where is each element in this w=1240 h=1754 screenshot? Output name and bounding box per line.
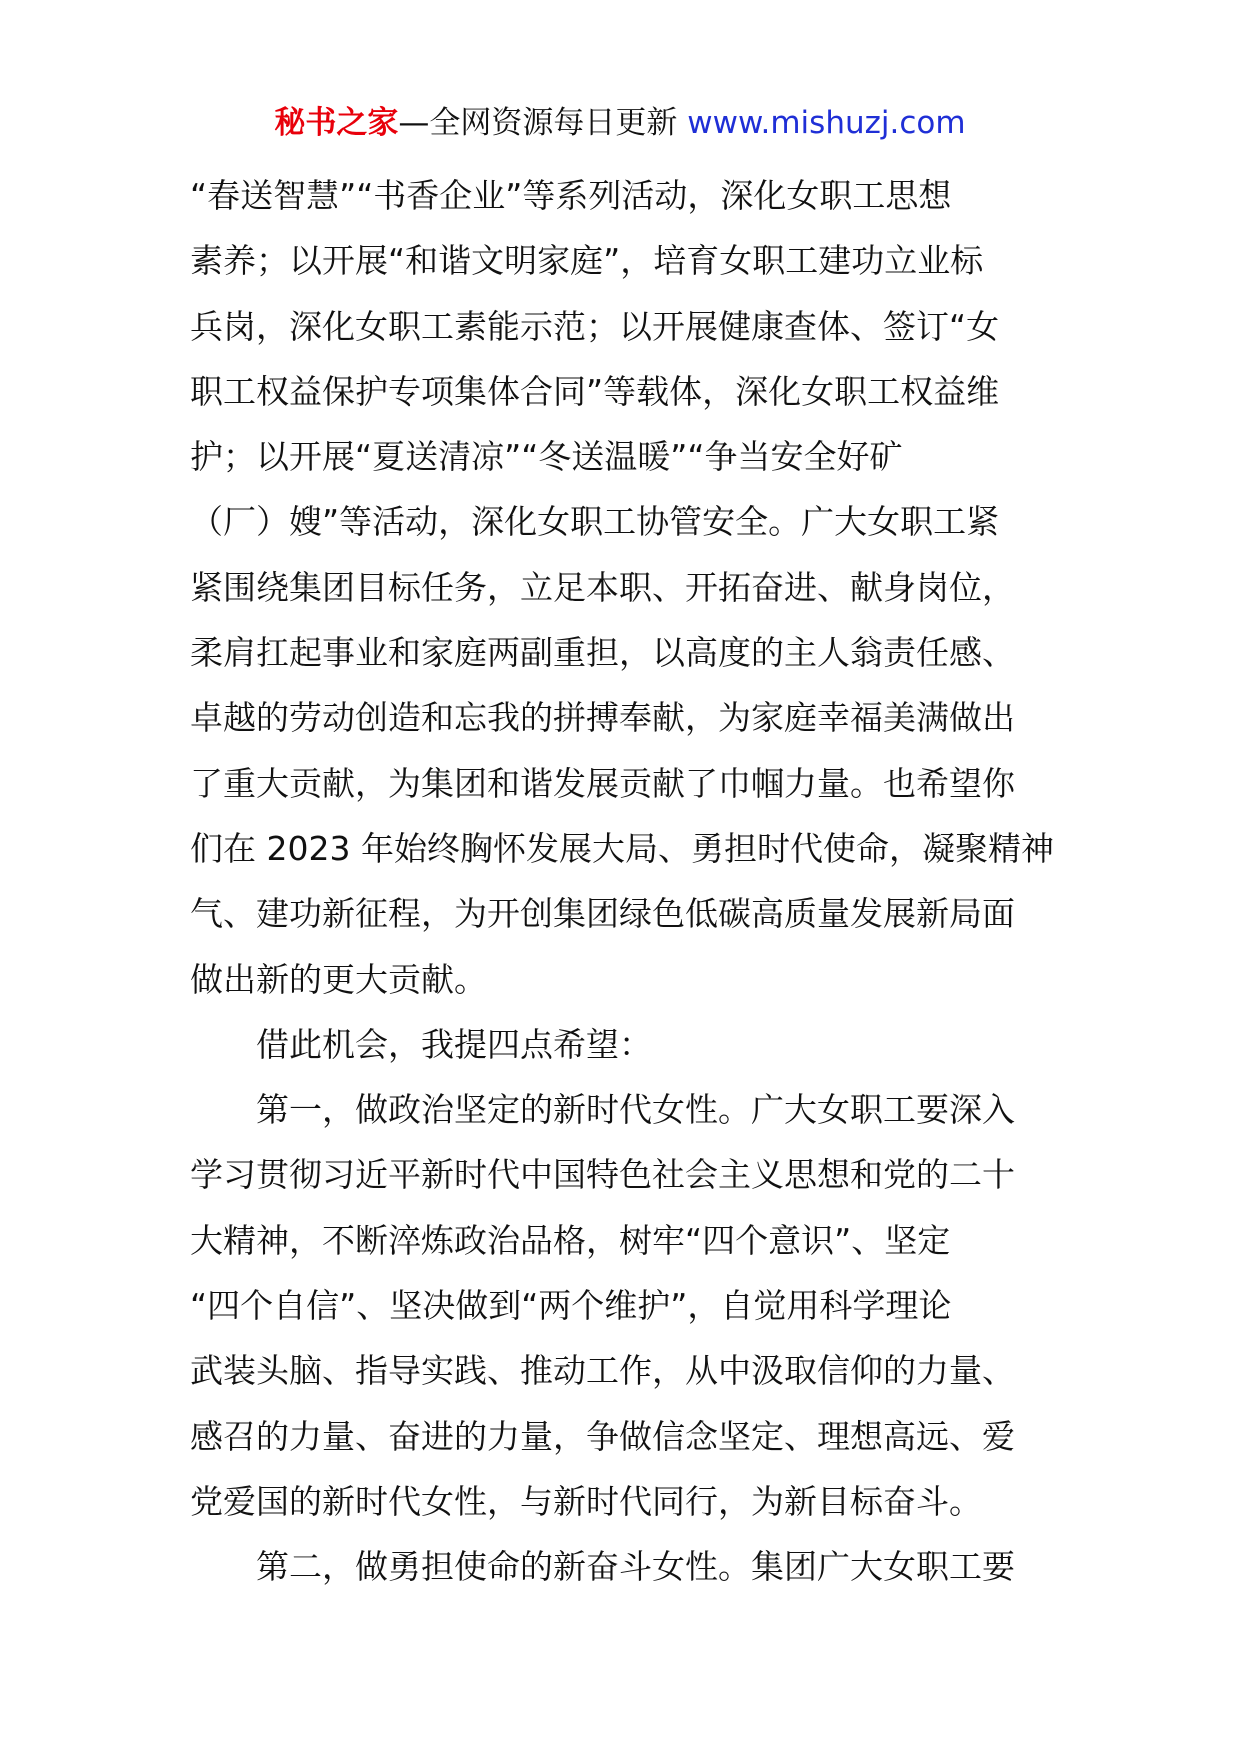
text-line: 卓越的劳动创造和忘我的拼搏奉献，为家庭幸福美满做出 <box>190 698 1015 738</box>
site-url-link[interactable]: www.mishuzj.com <box>687 105 966 141</box>
text-line: 素养；以开展“和谐文明家庭”，培育女职工建功立业标 <box>190 241 984 281</box>
site-banner <box>0 103 1240 143</box>
text-line: 兵岗，深化女职工素能示范；以开展健康查体、签订“女 <box>190 306 1000 346</box>
paragraph-start-line: 借此机会，我提四点希望： <box>256 1024 652 1064</box>
text-line: 气、建功新征程，为开创集团绿色低碳高质量发展新局面 <box>190 894 1015 934</box>
text-line: 们在 2023 年始终胸怀发展大局、勇担时代使命，凝聚精神 <box>190 828 1054 868</box>
document-body <box>190 163 1070 1600</box>
brand-name: 秘书之家 <box>274 105 399 141</box>
text-line: 做出新的更大贡献。 <box>190 959 487 999</box>
text-line: 柔肩扛起事业和家庭两副重担，以高度的主人翁责任感、 <box>190 633 1015 673</box>
text-line: 紧围绕集团目标任务，立足本职、开拓奋进、献身岗位， <box>190 567 1015 607</box>
text-line: 武装头脑、指导实践、推动工作，从中汲取信仰的力量、 <box>190 1351 1015 1391</box>
text-line: “四个自信”、坚决做到“两个维护”，自觉用科学理论 <box>190 1286 952 1326</box>
paragraph-start-line: 第二，做勇担使命的新奋斗女性。集团广大女职工要 <box>256 1547 1015 1587</box>
text-line: 大精神，不断淬炼政治品格，树牢“四个意识”、坚定 <box>190 1220 951 1260</box>
text-line: 党爱国的新时代女性，与新时代同行，为新目标奋斗。 <box>190 1481 982 1521</box>
text-line: 学习贯彻习近平新时代中国特色社会主义思想和党的二十 <box>190 1155 1015 1195</box>
text-line: 职工权益保护专项集体合同”等载体，深化女职工权益维 <box>190 371 1000 411</box>
paragraph-start-line: 第一，做政治坚定的新时代女性。广大女职工要深入 <box>256 1090 1015 1130</box>
text-line: （厂）嫂”等活动，深化女职工协管安全。广大女职工紧 <box>190 502 1000 542</box>
text-line: 了重大贡献，为集团和谐发展贡献了巾帼力量。也希望你 <box>190 763 1015 803</box>
text-line: “春送智慧”“书香企业”等系列活动，深化女职工思想 <box>190 176 952 215</box>
text-line: 感召的力量、奋进的力量，争做信念坚定、理想高远、爱 <box>190 1416 1015 1456</box>
text-line: 护；以开展“夏送清凉”“冬送温暖”“争当安全好矿 <box>190 437 903 477</box>
banner-tagline: —全网资源每日更新 <box>398 105 688 141</box>
